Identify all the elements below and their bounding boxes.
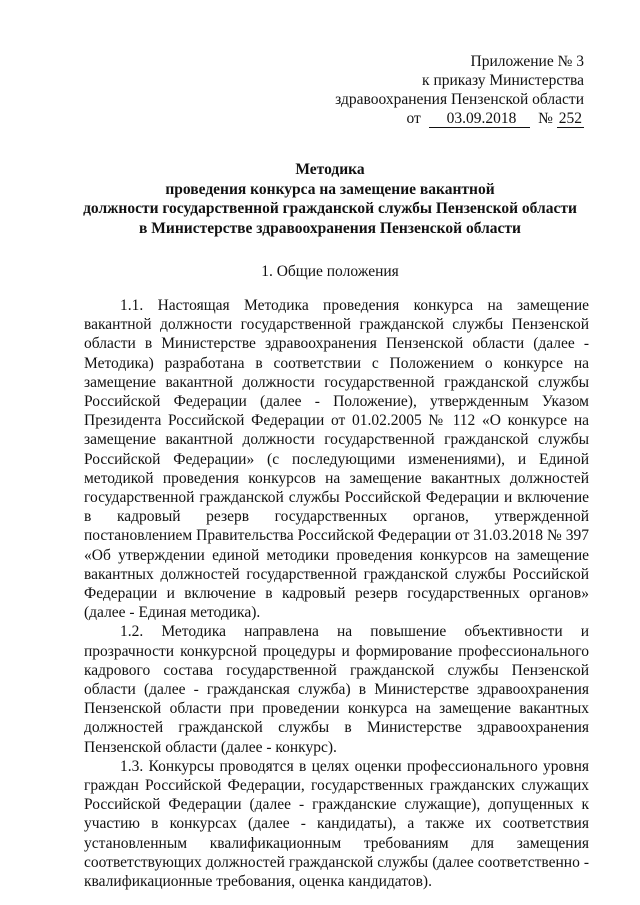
paragraph-1-3: 1.3. Конкурсы проводятся в целях оценки профессионального уровня граждан Российской Федерации, государственных гражданских служащих Российской Федерации (далее - гражданские служащие), допущенных к участию в конкурсах (далее - кандидаты), а также их соответствия установленным квалификационным требованиям для замещения соответствующих должностей гражданской службы (далее соответственно - квалификационные требования, оценка кандидатов). <box>84 757 589 891</box>
from-label: от <box>406 110 421 127</box>
document-title <box>60 160 600 238</box>
appendix-number: Приложение № 3 <box>470 53 584 70</box>
appendix-header <box>324 52 584 128</box>
title-line-4: в Министерстве здравоохранения Пензенской области <box>139 219 521 237</box>
order-number: 252 <box>558 110 582 127</box>
title-line-1: Методика <box>295 161 365 178</box>
number-label: № <box>538 110 553 127</box>
section-heading: 1. Общие положения <box>261 263 399 280</box>
title-line-2: проведения конкурса на замещение вакантной <box>165 180 495 198</box>
paragraph-1-1: 1.1. Настоящая Методика проведения конкурса на замещение вакантной должности государственной гражданской службы Пензенской области в Министерстве здравоохранения Пензенской области (далее - Методика) разработана в соответствии с Положением о конкурсе на замещение вакантной должности государственной гражданской службы Российской Федерации (далее - Положение), утвержденным Указом Президента Российской Федерации от 01.02.2005 № 112 «О конкурсе на замещение вакантной должности государственной гражданской службы Российской Федерации» (с последующими изменениями), и Единой методикой проведения конкурсов на замещение вакантных должностей государственной гражданской службы Российской Федерации и включение в кадровый резерв государственных органов, утвержденной постановлением Правительства Российской Федерации от 31.03.2018 № 397 «Об утверждении единой методики проведения конкурсов на замещение вакантных должностей государственной гражданской службы Российской Федерации и включение в кадровый резерв государственных органов» (далее - Единая методика). <box>84 297 589 622</box>
title-line-3: должности государственной гражданской службы Пензенской области <box>83 200 577 217</box>
paragraph-1-2: 1.2. Методика направлена на повышение объективности и прозрачности конкурсной процедуры и формирование профессионального кадрового состава государственной гражданской службы Пензенской области (далее - гражданская служба) в Министерстве здравоохранения Пензенской области при проведении конкурса на замещение вакантных должностей гражданской службы в Министерстве здравоохранения Пензенской области (далее - конкурс). <box>84 623 589 756</box>
appendix-order-ref: к приказу Министерства <box>422 72 584 89</box>
document-body <box>84 296 589 891</box>
order-date: 03.09.2018 <box>429 111 531 128</box>
appendix-date-row <box>324 109 584 128</box>
appendix-ministry: здравоохранения Пензенской области <box>335 91 584 108</box>
